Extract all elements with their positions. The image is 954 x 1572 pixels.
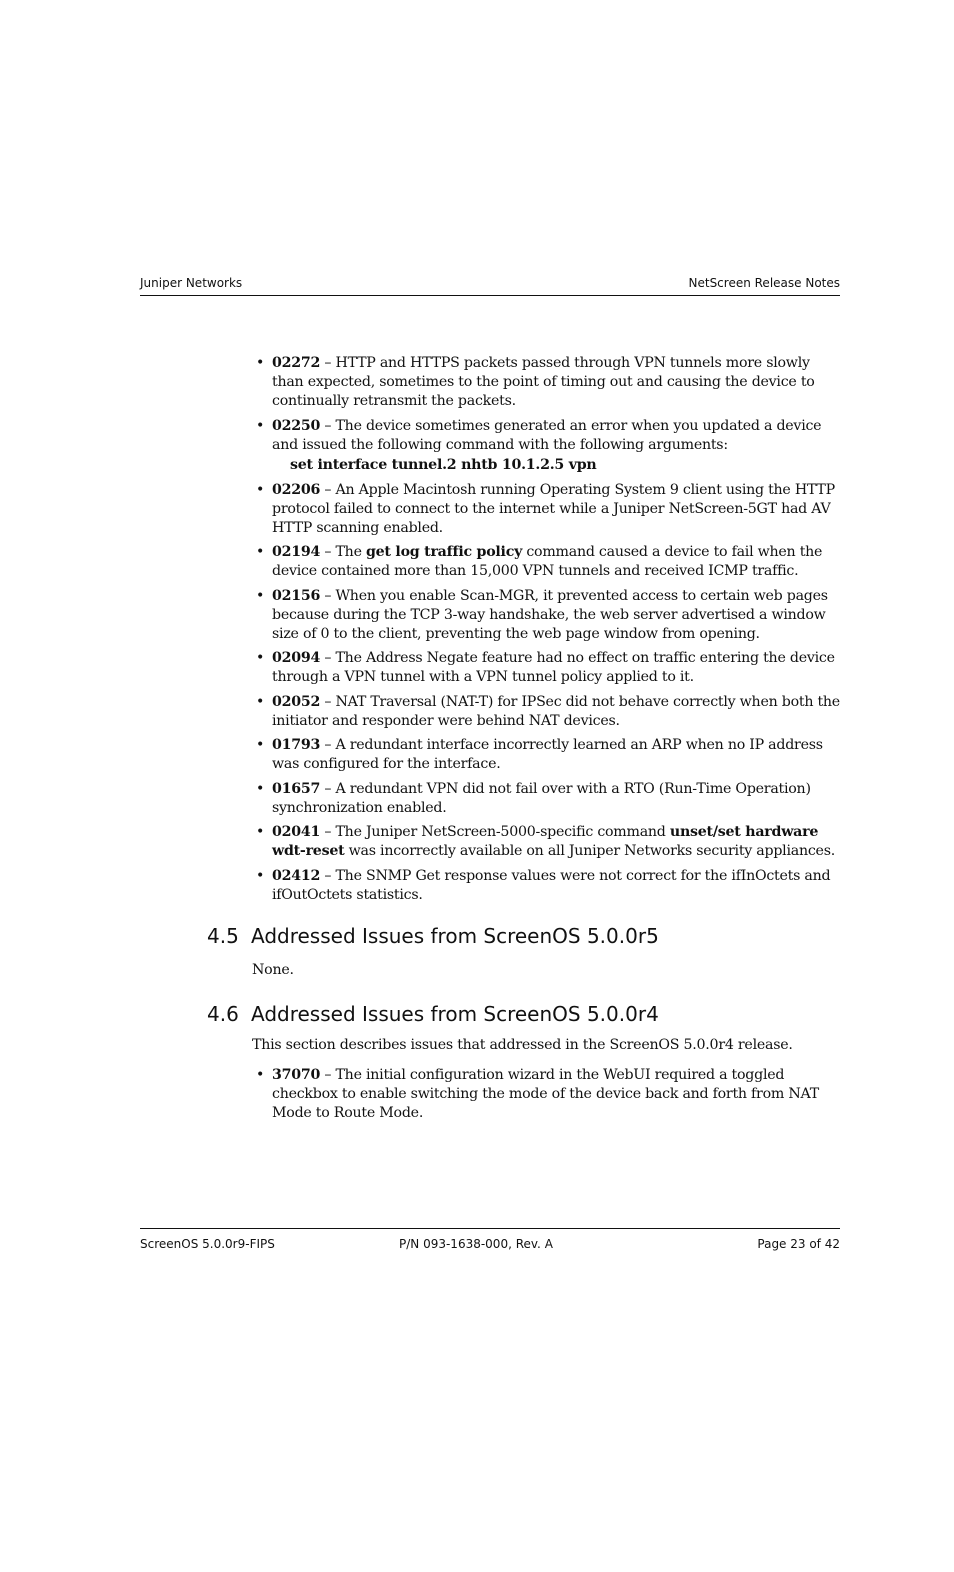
issue-text: – HTTP and HTTPS packets passed through VPN tunnels more slowly than expected, sometimes to the point of timing out and causing the device to continually retransmit the packets. <box>272 355 815 409</box>
section-number: 4.5 <box>207 923 239 948</box>
issue-text: – The device sometimes generated an error when you updated a device and issued the following command with the following arguments: <box>272 417 822 453</box>
list-item: • 02412 – The SNMP Get response values were not correct for the ifInOctets and ifOutOctets statistics. <box>256 867 831 903</box>
list-item: • 37070 – The initial configuration wizard in the WebUI required a toggled checkbox to enable switching the mode of the device back and forth from NAT Mode to Route Mode. <box>256 1066 819 1121</box>
section-body: None. <box>252 961 294 978</box>
issue-text: – An Apple Macintosh running Operating System 9 client using the HTTP protocol failed to connect to the internet while a Juniper NetScreen-5GT had AV HTTP scanning enabled. <box>272 481 835 536</box>
issue-id: 02156 <box>272 587 321 604</box>
header-rule <box>140 295 840 296</box>
issue-text: – A redundant VPN did not fail over with a RTO (Run-Time Operation) synchronization enabled. <box>272 780 811 816</box>
issue-id: 01657 <box>272 780 321 797</box>
issue-text: – NAT Traversal (NAT-T) for IPSec did not behave correctly when both the initiator and responder were behind NAT devices. <box>272 693 840 729</box>
list-item: • 02272 – HTTP and HTTPS packets passed through VPN tunnels more slowly than expected, sometimes to the point of timing out and causing the device to continually retransmit the packets. <box>256 355 815 409</box>
issue-id: 02052 <box>272 693 321 710</box>
issue-id: 02094 <box>272 650 321 666</box>
issue-command: unset/set hardware wdt-reset <box>272 824 819 859</box>
section-body: This section describes issues that addressed in the ScreenOS 5.0.0r4 release. <box>252 1036 793 1053</box>
section-title: Addressed Issues from ScreenOS 5.0.0r4 <box>251 1001 659 1026</box>
issue-id: 37070 <box>272 1066 321 1083</box>
issue-text: – The initial configuration wizard in the WebUI required a toggled checkbox to enable switching the mode of the device back and forth from NAT Mode to Route Mode. <box>272 1066 819 1121</box>
section-heading-4-6 <box>140 1000 842 1028</box>
footer-rule <box>140 1228 840 1229</box>
section-heading-4-5 <box>140 922 842 950</box>
list-item: • 02052 – NAT Traversal (NAT-T) for IPSec did not behave correctly when both the initiator and responder were behind NAT devices. <box>256 693 840 729</box>
issue-command: get log traffic policy <box>365 544 523 560</box>
footer-version: ScreenOS 5.0.0r9-FIPS <box>140 1237 275 1251</box>
page-content <box>140 354 842 1128</box>
list-item: • 02094 – The Address Negate feature had no effect on traffic entering the device through a VPN tunnel with a VPN tunnel policy applied to it. <box>256 650 835 685</box>
issue-list-r6 <box>256 354 842 905</box>
list-item: • 02250 – The device sometimes generated an error when you updated a device and issued the following command with the following arguments: set interface tunnel.2 nhtb 10.1.2.5 vpn <box>272 417 842 475</box>
issue-text: – The <box>320 544 366 560</box>
issue-text: – The Juniper NetScreen-5000-specific command <box>320 824 670 840</box>
issue-text: – When you enable Scan-MGR, it prevented access to certain web pages because during the TCP 3-way handshake, the web server advertised a window size of 0 to the client, preventing the web page window from opening. <box>272 587 828 642</box>
list-item: • 02156 – When you enable Scan-MGR, it prevented access to certain web pages because during the TCP 3-way handshake, the web server advertised a window size of 0 to the client, preventing the web page window from opening. <box>256 587 828 642</box>
list-item: • 01657 – A redundant VPN did not fail over with a RTO (Run-Time Operation) synchronization enabled. <box>256 780 811 816</box>
issue-text: – A redundant interface incorrectly learned an ARP when no IP address was configured for the interface. <box>272 737 823 772</box>
issue-id: 02250 <box>272 417 321 434</box>
footer-part-number: P/N 093-1638-000, Rev. A <box>399 1237 553 1251</box>
issue-id: 02194 <box>272 544 321 560</box>
list-item: • 02206 – An Apple Macintosh running Operating System 9 client using the HTTP protocol failed to connect to the internet while a Juniper NetScreen-5GT had AV HTTP scanning enabled. <box>256 481 835 536</box>
issue-id: 02412 <box>272 867 321 884</box>
header-doc-title: NetScreen Release Notes <box>688 276 840 290</box>
issue-id: 01793 <box>272 737 321 753</box>
header-company: Juniper Networks <box>140 276 243 290</box>
list-item: • 01793 – A redundant interface incorrectly learned an ARP when no IP address was configured for the interface. <box>256 737 823 772</box>
issue-text: command caused a device to fail when the device contained more than 15,000 VPN tunnels and received ICMP traffic. <box>272 544 823 579</box>
list-item: • 02041 – The Juniper NetScreen-5000-specific command unset/set hardware wdt-reset was incorrectly available on all Juniper Networks security appliances. <box>256 824 835 859</box>
issue-text: was incorrectly available on all Juniper Networks security appliances. <box>344 843 835 859</box>
issue-list-r4 <box>256 1066 842 1123</box>
issue-id: 02041 <box>272 824 321 840</box>
footer-page-number: Page 23 of 42 <box>757 1237 840 1251</box>
cli-command: set interface tunnel.2 nhtb 10.1.2.5 vpn <box>290 456 597 473</box>
section-number: 4.6 <box>207 1001 239 1026</box>
issue-text: – The SNMP Get response values were not correct for the ifInOctets and ifOutOctets statistics. <box>272 867 831 903</box>
list-item: • 02194 – The get log traffic policy command caused a device to fail when the device contained more than 15,000 VPN tunnels and received ICMP traffic. <box>256 544 823 579</box>
section-title: Addressed Issues from ScreenOS 5.0.0r5 <box>251 923 659 948</box>
issue-text: – The Address Negate feature had no effect on traffic entering the device through a VPN tunnel with a VPN tunnel policy applied to it. <box>272 650 835 685</box>
issue-id: 02206 <box>272 481 321 498</box>
issue-id: 02272 <box>272 355 321 371</box>
